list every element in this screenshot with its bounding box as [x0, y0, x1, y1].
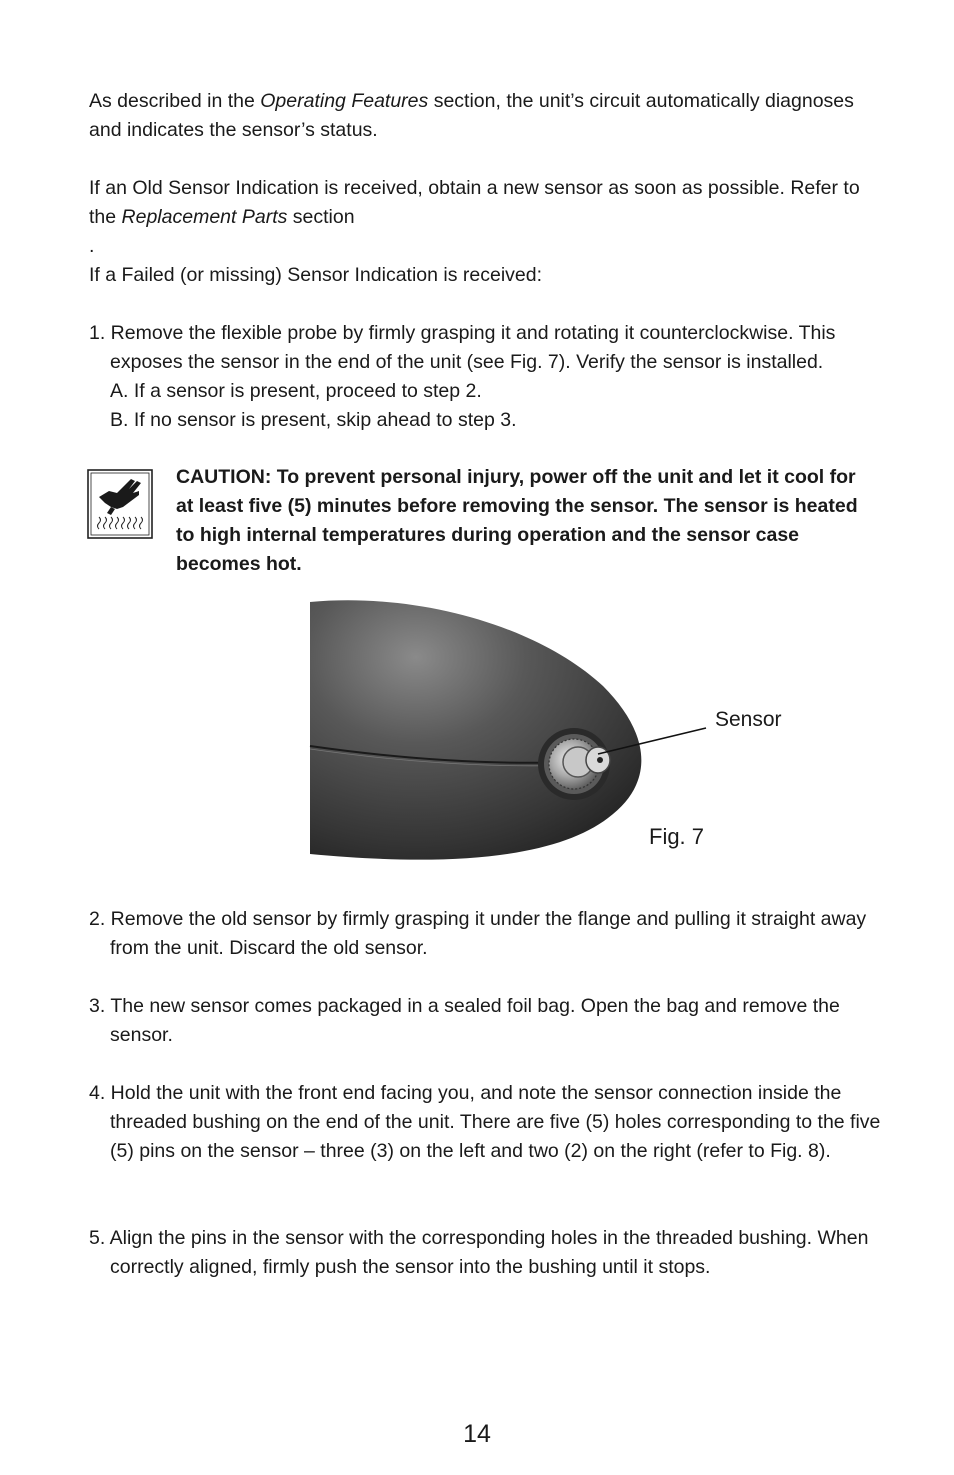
paragraph-old-sensor: [89, 174, 879, 232]
step-1: 1. Remove the flexible probe by firmly grasping it and rotating it counterclockwise. This exposes the sensor in the end of the unit (see Fig. 7). Verify the sensor is installed.: [89, 322, 836, 373]
hot-surface-warning-icon: [87, 469, 153, 539]
step-1-sub-a: A. If a sensor is present, proceed to step 2.: [110, 380, 482, 402]
caution-text: CAUTION: To prevent personal injury, power off the unit and let it cool for at least five (5) minutes before removing the sensor. The sensor is heated to high internal temperatures during operation and the sensor case becomes hot.: [176, 466, 858, 575]
step-1-sub-b: B. If no sensor is present, skip ahead to step 3.: [110, 409, 517, 431]
step-5: 5. Align the pins in the sensor with the corresponding holes in the threaded bushing. When correctly aligned, firmly push the sensor into the bushing until it stops.: [89, 1227, 869, 1278]
figure-caption: Fig. 7: [649, 824, 705, 849]
operating-features-reference: Operating Features: [260, 90, 429, 112]
intro-text-end: section, the unit’s circuit automatically diagnoses and indicates the sensor’s status.: [89, 90, 854, 141]
sensor-callout-label: Sensor: [715, 708, 782, 731]
replacement-parts-reference: Replacement Parts: [121, 206, 288, 228]
page-number: 14: [463, 1420, 491, 1448]
stray-period: .: [89, 235, 95, 257]
paragraph-failed-sensor: If a Failed (or missing) Sensor Indication is received:: [89, 264, 543, 286]
old-sensor-text: If an Old Sensor Indication is received, obtain a new sensor as soon as possible. Refer to the: [89, 177, 860, 228]
intro-text: As described in the: [89, 90, 261, 112]
step-4: 4. Hold the unit with the front end facing you, and note the sensor connection inside the threaded bushing on the end of the unit. There are five (5) holes corresponding to the five (5) pins on the sensor – three (3) on the left and two (2) on the right (refer to Fig. 8).: [89, 1082, 881, 1162]
step-3: 3. The new sensor comes packaged in a sealed foil bag. Open the bag and remove the sensor.: [89, 995, 840, 1046]
paragraph-intro: [89, 87, 879, 145]
sensor-photo: [308, 596, 808, 871]
old-sensor-text-end: section: [287, 206, 355, 228]
step-2: 2. Remove the old sensor by firmly grasping it under the flange and pulling it straight away from the unit. Discard the old sensor.: [89, 908, 867, 959]
figure-7: [308, 596, 808, 871]
